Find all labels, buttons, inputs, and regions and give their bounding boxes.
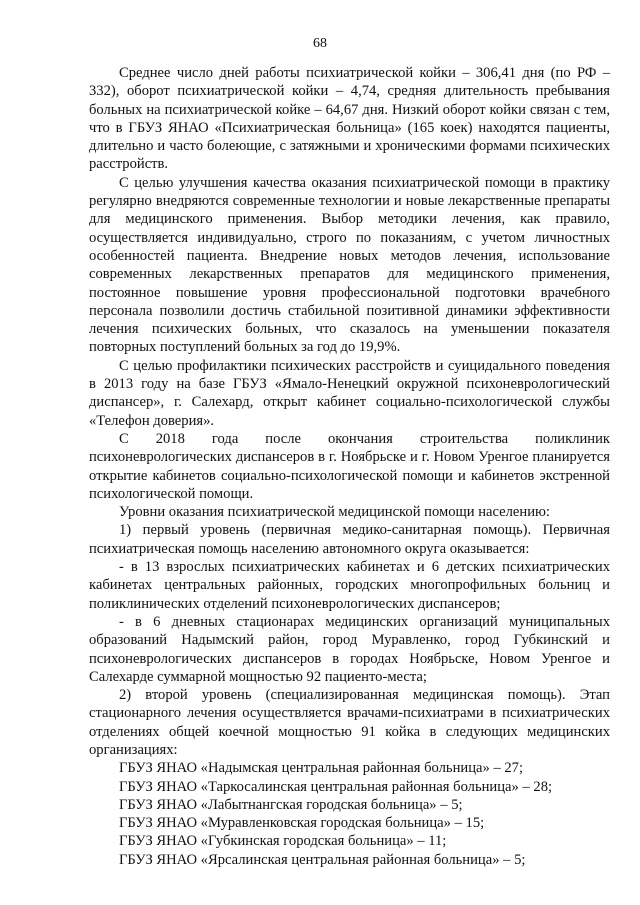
hospital-entry-gubkinsky: ГБУЗ ЯНАО «Губкинская городская больница» – 11;	[119, 833, 447, 850]
hospital-entry-muravlenko: ГБУЗ ЯНАО «Муравленковская городская больница» – 15;	[119, 815, 485, 832]
paragraph-second-level: 2) второй уровень (специализированная медицинская помощь). Этап стационарного лечения осуществляется врачами-психиатрами в психиатрических отделениях общей коечной мощностью 91 койка в следующих медицинских организациях:	[89, 687, 610, 758]
hospital-entry-yar-sale: ГБУЗ ЯНАО «Ярсалинская центральная районная больница» – 5;	[119, 851, 526, 868]
list-item-psychiatric-offices: - в 13 взрослых психиатрических кабинетах и 6 детских психиатрических кабинетах центральных районных, городских многопрофильных больниц и поликлинических отделений психоневрологических диспансеров;	[89, 559, 610, 612]
paragraph-bed-statistics: Среднее число дней работы психиатрической койки – 306,41 дня (по РФ – 332), оборот психиатрической койки – 4,74, средняя длительность пребывания больных на психиатрической койке – 64,67 дня. Низкий оборот койки связан с тем, что в ГБУЗ ЯНАО «Психиатрическая больница» (165 коек) находятся пациенты, длительно и часто болеющие, с затяжными и хроническими формами психических расстройств.	[89, 65, 610, 173]
paragraph-care-levels-heading: Уровни оказания психиатрической медицинской помощи населению:	[119, 504, 550, 521]
paragraph-quality-improvement: С целью улучшения качества оказания психиатрической помощи в практику регулярно внедряются современные технологии и новые лекарственные препараты для медицинского применения. Выбор методики лечения, как правило, осуществляется индивидуально, строго по показаниям, с учетом личностных особенностей пациента. Внедрение новых методов лечения, использование современных лекарственных препаратов для медицинского применения, постоянное повышение уровня профессиональной подготовки врачебного персонала позволили достичь стабильной позитивной динамики эффективности лечения психических больных, что сказалось на уменьшении показателя повторных поступлений больных за год до 19,9%.	[89, 174, 610, 356]
hospital-entry-nadym: ГБУЗ ЯНАО «Надымская центральная районная больница» – 27;	[119, 760, 524, 777]
document-body	[89, 64, 610, 869]
hospital-entry-tarko-sale: ГБУЗ ЯНАО «Таркосалинская центральная районная больница» – 28;	[119, 778, 553, 795]
paragraph-first-level: 1) первый уровень (первичная медико-санитарная помощь). Первичная психиатрическая помощь населению автономного округа оказывается:	[89, 522, 610, 557]
paragraph-helpline: С целью профилактики психических расстройств и суицидального поведения в 2013 году на базе ГБУЗ «Ямало-Ненецкий окружной психоневрологический диспансер», г. Салехард, открыт кабинет социально-психологической службы «Телефон доверия».	[89, 357, 610, 429]
hospital-entry-labytnangi: ГБУЗ ЯНАО «Лабытнангская городская больница» – 5;	[119, 796, 463, 813]
paragraph-construction-plans: С 2018 года после окончания строительства поликлиник психоневрологических диспансеров в г. Ноябрьске и г. Новом Уренгое планируется открытие кабинетов социально-психологической помощи и кабинетов экстренной психологической помощи.	[89, 430, 610, 502]
list-item-day-hospitals: - в 6 дневных стационарах медицинских организаций муниципальных образований Надымский район, город Муравленко, город Губкинский и психоневрологических диспансеров в городах Ноябрьске, Новом Уренгое и Салехарде суммарной мощностью 92 пациенто-места;	[89, 613, 610, 685]
page-number: 68	[313, 36, 327, 51]
